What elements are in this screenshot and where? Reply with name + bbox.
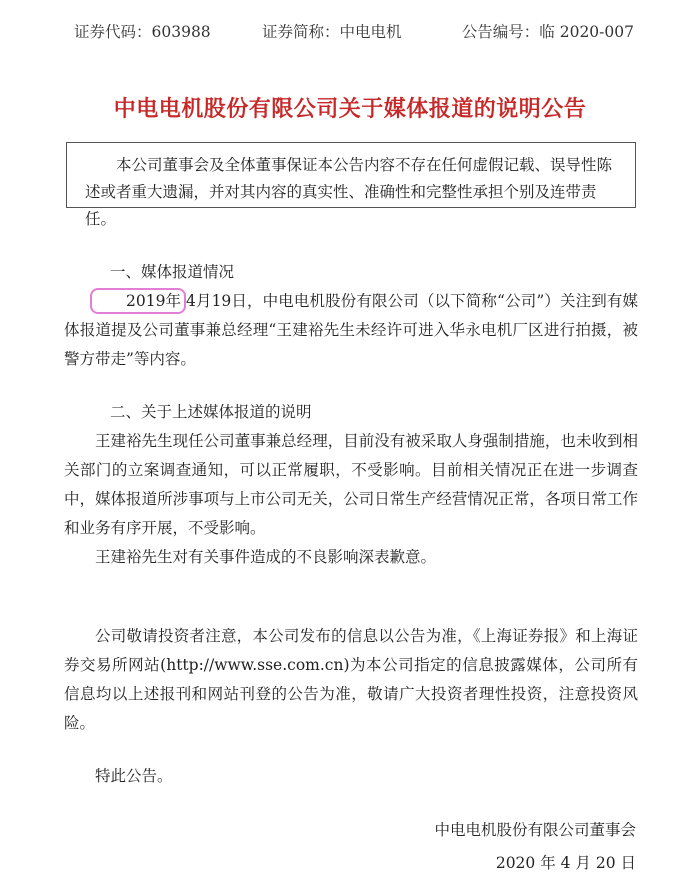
investor-notice-text: 公司敬请投资者注意，本公司发布的信息以公告为准，《上海证券报》和上海证券交易所网站(http://www.sse.com.cn)为本公司指定的信息披露媒体，公司所有信息均以上述报刊和网站刊登的公告为准，敬请广大投资者理性投资，注意投资风险。 [64,627,638,732]
stock-code: 证券代码：603988 [74,23,211,41]
section-explanation [64,398,638,572]
disclaimer-box [66,142,636,228]
signature-date: 2020 年 4 月 20 日 [495,854,636,872]
signature-company: 中电电机股份有限公司董事会 [434,821,636,839]
section2-heading: 二、关于上述媒体报道的说明 [110,403,312,421]
highlighted-year: 2019年 [90,288,186,314]
closing [64,762,638,791]
section2-paragraph-1: 王建裕先生现任公司董事兼总经理，目前没有被采取人身强制措施，也未收到相关部门的立案调查通知，可以正常履职，不受影响。目前相关情况正在进一步调查中，媒体报道所涉事项与上市公司无关，公司日常生产经营情况正常，各项日常工作和业务有序开展，不受影响。 [64,432,638,537]
announcement-title: 中电电机股份有限公司关于媒体报道的说明公告 [113,96,587,122]
section1-paragraph-text: 4月19日，中电电机股份有限公司（以下简称“公司”）关注到有媒体报道提及公司董事兼总经理“王建裕先生未经许可进入华永电机厂区进行拍摄，被警方带走”等内容。 [64,292,638,368]
disclaimer-text: 本公司董事会及全体董事保证本公告内容不存在任何虚假记载、误导性陈述或者重大遗漏，并对其内容的真实性、准确性和完整性承担个别及连带责任。 [85,156,613,228]
notice-number: 公告编号：临 2020-007 [461,23,634,41]
stock-abbreviation: 证券简称：中电电机 [262,23,402,41]
investor-notice [64,622,638,738]
section2-paragraph-2: 王建裕先生对有关事件造成的不良影响深表歉意。 [95,548,437,566]
section-media-report [64,258,638,374]
section1-heading: 一、媒体报道情况 [110,263,235,281]
closing-text: 特此公告。 [95,767,173,785]
section1-paragraph [64,287,638,374]
